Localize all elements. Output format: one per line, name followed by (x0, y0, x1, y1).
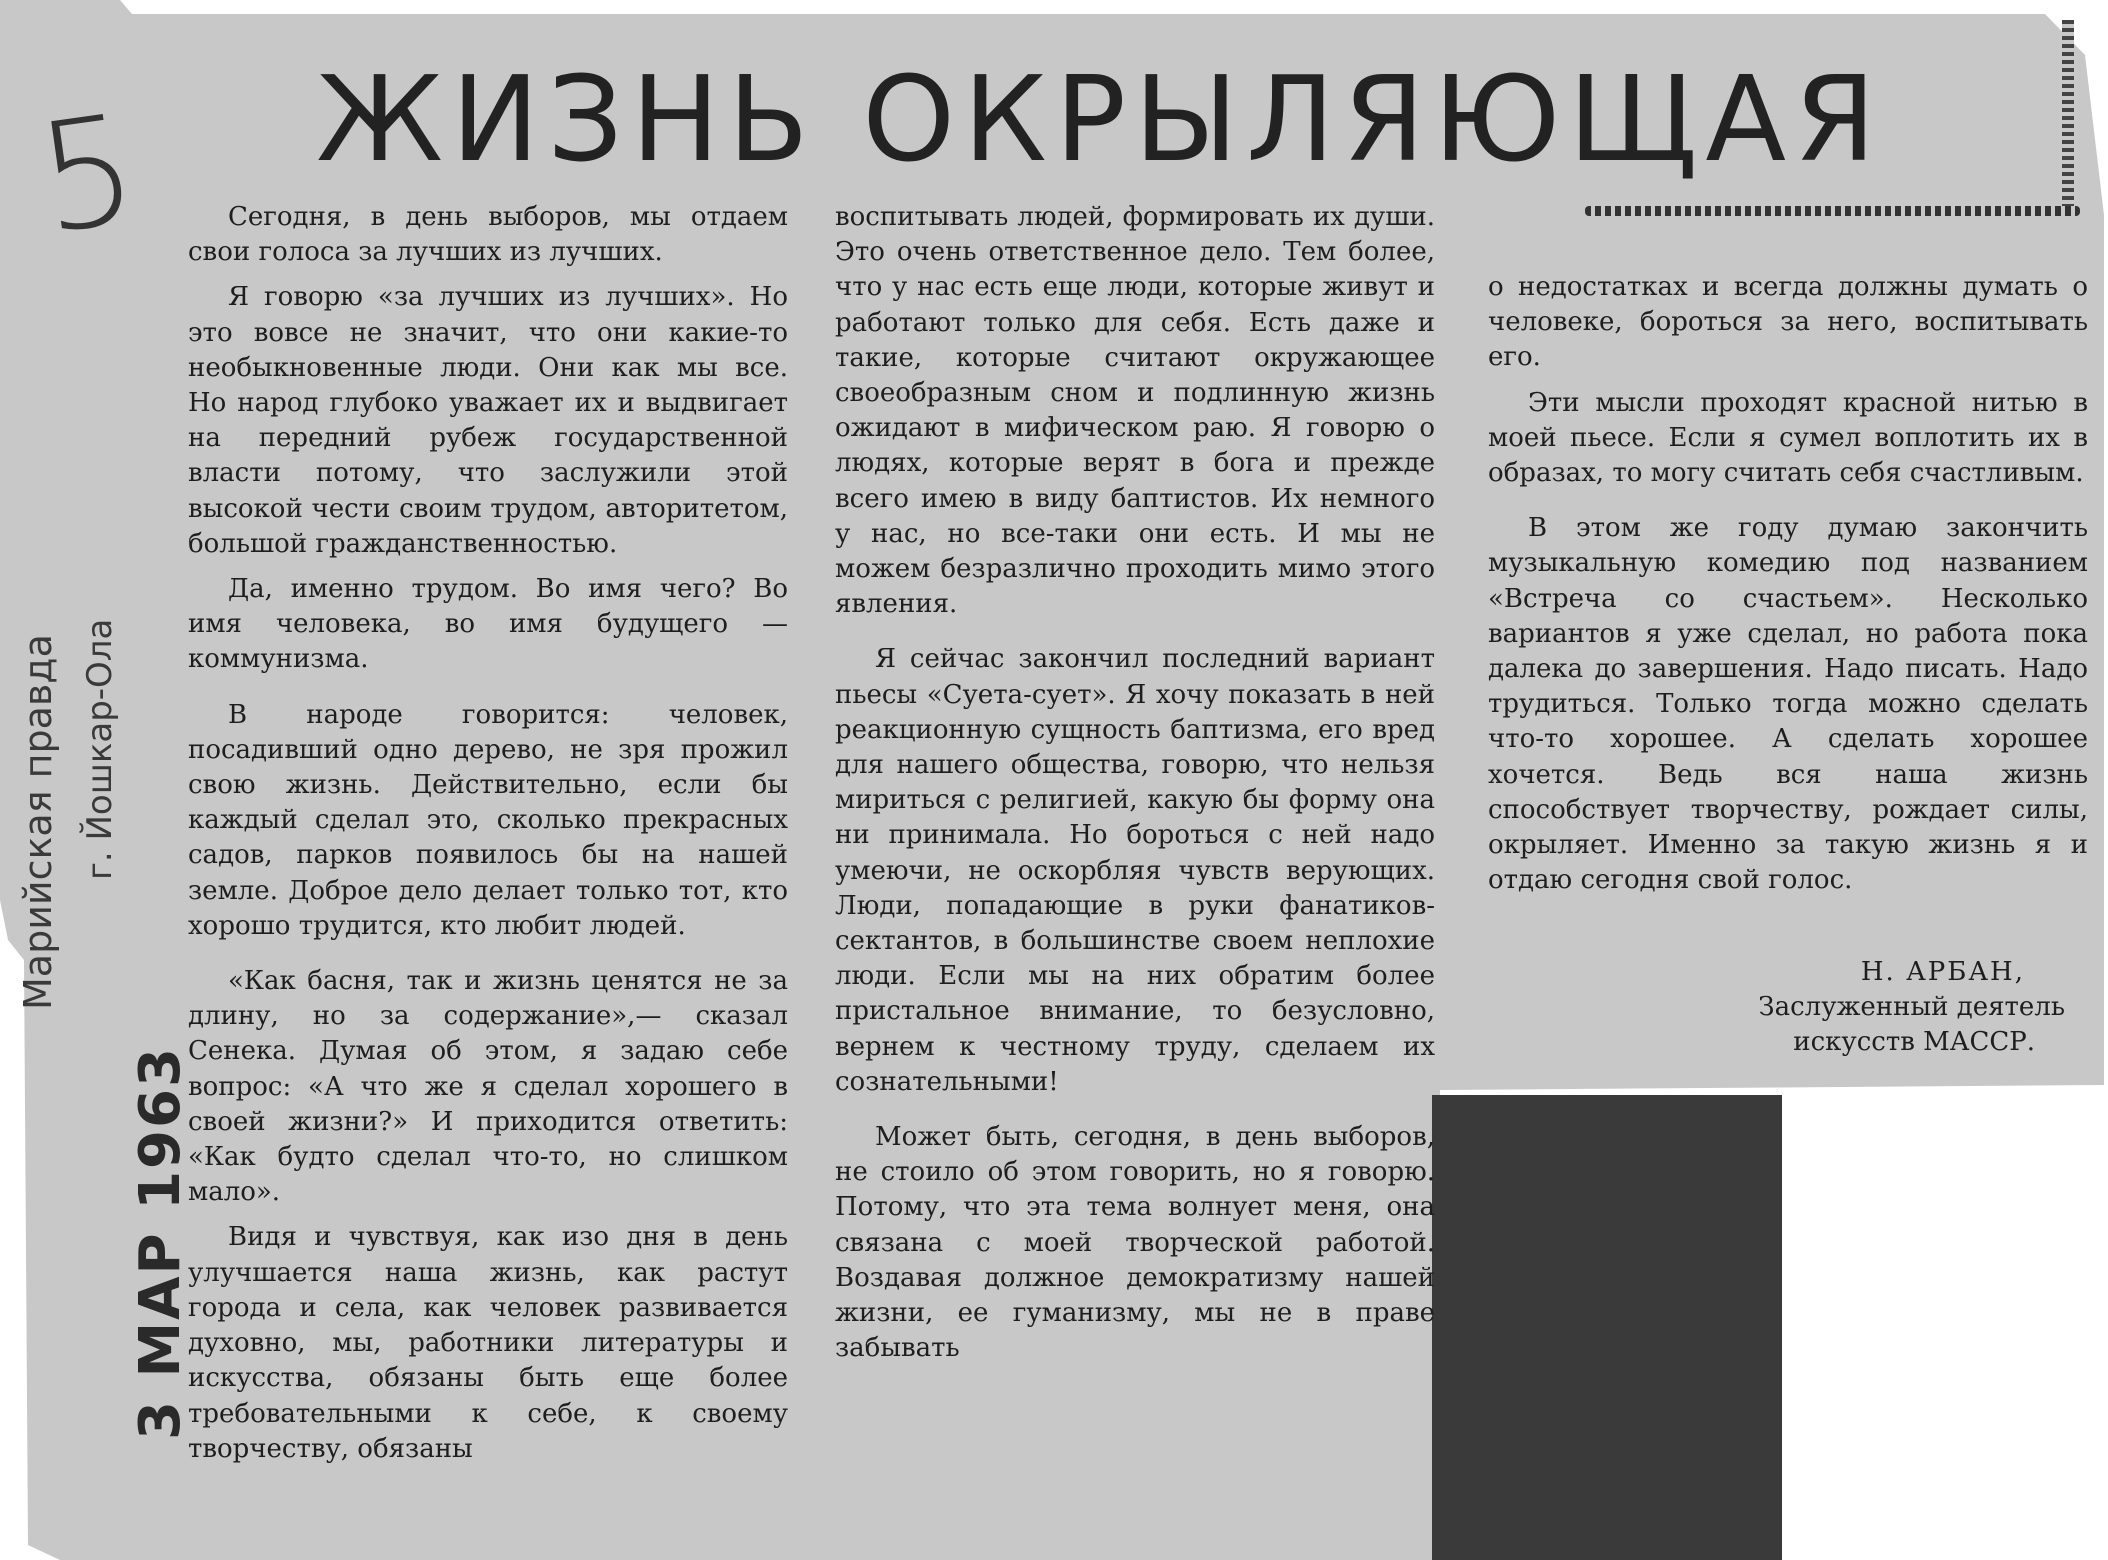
author-title-line-2: искусств МАССР. (1793, 1027, 2035, 1057)
author-name: Н. АРБАН, (1860, 957, 2025, 987)
zigzag-border-ornament (2062, 20, 2074, 210)
article-column-1 (188, 200, 788, 1477)
author-signature (1680, 955, 2065, 1060)
paragraph: Да, именно трудом. Во имя чего? Во имя человека, во имя будущего — коммунизма. (188, 574, 788, 675)
source-newspaper-name: Марийская правда (16, 634, 60, 1010)
pencil-number-mark: 5 (28, 82, 148, 268)
paragraph: о недостатках и всегда должны думать о человеке, бороться за него, воспитывать его. (1488, 272, 2088, 373)
paragraph: Эти мысли проходят красной нитью в моей пьесе. Если я сумел воплотить их в образах, то могу считать себя счастливым. (1488, 387, 2088, 489)
article-column-3 (1488, 270, 2088, 908)
article-column-2 (835, 200, 1435, 1377)
paragraph: В этом же году думаю закончить музыкальную комедию под названием «Встреча со счастьем». Несколько вариантов я уже сделал, но работа пока далека до завершения. Надо писать. Надо трудиться. Только тогда можно сделать что-то хорошее. А сделать хорошее хочется. Ведь вся наша жизнь способствует творчеству, рождает силы, окрыляет. Именно за такую жизнь я и отдаю сегодня свой голос. (1488, 513, 2088, 896)
source-city: г. Йошкар-Ола (80, 618, 120, 880)
author-title-line-1: Заслуженный деятель (1758, 992, 2065, 1022)
paragraph: Сегодня, в день выборов, мы отдаем свои голоса за лучших из лучших. (188, 202, 788, 268)
headline-ornament-rule (1585, 206, 2080, 216)
paragraph: «Как басня, так и жизнь ценятся не за длину, но за содержание»,— сказал Сенека. Думая об этом, я задаю себе вопрос: «А что же я сделал хорошего в своей жизни?» И приходится ответить: «Как будто сделал что-то, но слишком мало». (188, 966, 788, 1208)
paragraph: Видя и чувствуя, как изо дня в день улучшается наша жизнь, как растут города и села, как человек развивается духовно, мы, работники литературы и искусства, обязаны быть еще более требовательными к себе, к своему творчеству, обязаны (188, 1222, 788, 1464)
paragraph: Я сейчас закончил последний вариант пьесы «Суета-сует». Я хочу показать в ней реакционную сущность баптизма, его вред для нашего общества, говорю, что нельзя мириться с религией, какую бы форму она ни принимала. Но бороться с ней надо умеючи, не оскорбляя чувств верующих. Люди, попадающие в руки фанатиков-сектантов, в большинстве своем неплохие люди. Если мы на них обратим более пристальное внимание, то безусловно, вернем к честному труду, сделаем их сознательными! (835, 644, 1435, 1097)
paragraph: Я говорю «за лучших из лучших». Но это вовсе не значит, что они какие-то необыкновенные люди. Они как мы все. Но народ глубоко уважает их и выдвигает на передний рубеж государственной власти потому, что заслужили этой высокой чести своим трудом, авторитетом, большой гражданственностью. (188, 282, 788, 559)
background-dark-area (1432, 1095, 1782, 1560)
paragraph: В народе говорится: человек, посадивший одно дерево, не зря прожил свою жизнь. Действительно, если бы каждый сделал это, сколько прекрасных садов, парков появилось бы на нашей земле. Доброе дело делает только тот, кто хорошо трудится, кто любит людей. (188, 699, 788, 941)
paragraph: воспитывать людей, формировать их души. Это очень ответственное дело. Тем более, что у нас есть еще люди, которые живут и работают только для себя. Есть даже и такие, которые считают окружающее своеобразным сном и подлинную жизнь ожидают в мифическом раю. Я говорю о людях, которые верят в бога и прежде всего имею в виду баптистов. Их немного у нас, но все-таки они есть. И мы не можем безразлично проходить мимо этого явления. (835, 202, 1435, 620)
article-headline: ЖИЗНЬ ОКРЫЛЯЮЩАЯ (316, 50, 1885, 188)
paragraph: Может быть, сегодня, в день выборов, не стоило об этом говорить, но я говорю. Потому, что эта тема волнует меня, она связана с моей творческой работой. Воздавая должное демократизму нашей жизни, ее гуманизму, мы не в праве забывать (835, 1122, 1435, 1364)
date-stamp: 3 МАР 1963 (128, 1046, 193, 1440)
